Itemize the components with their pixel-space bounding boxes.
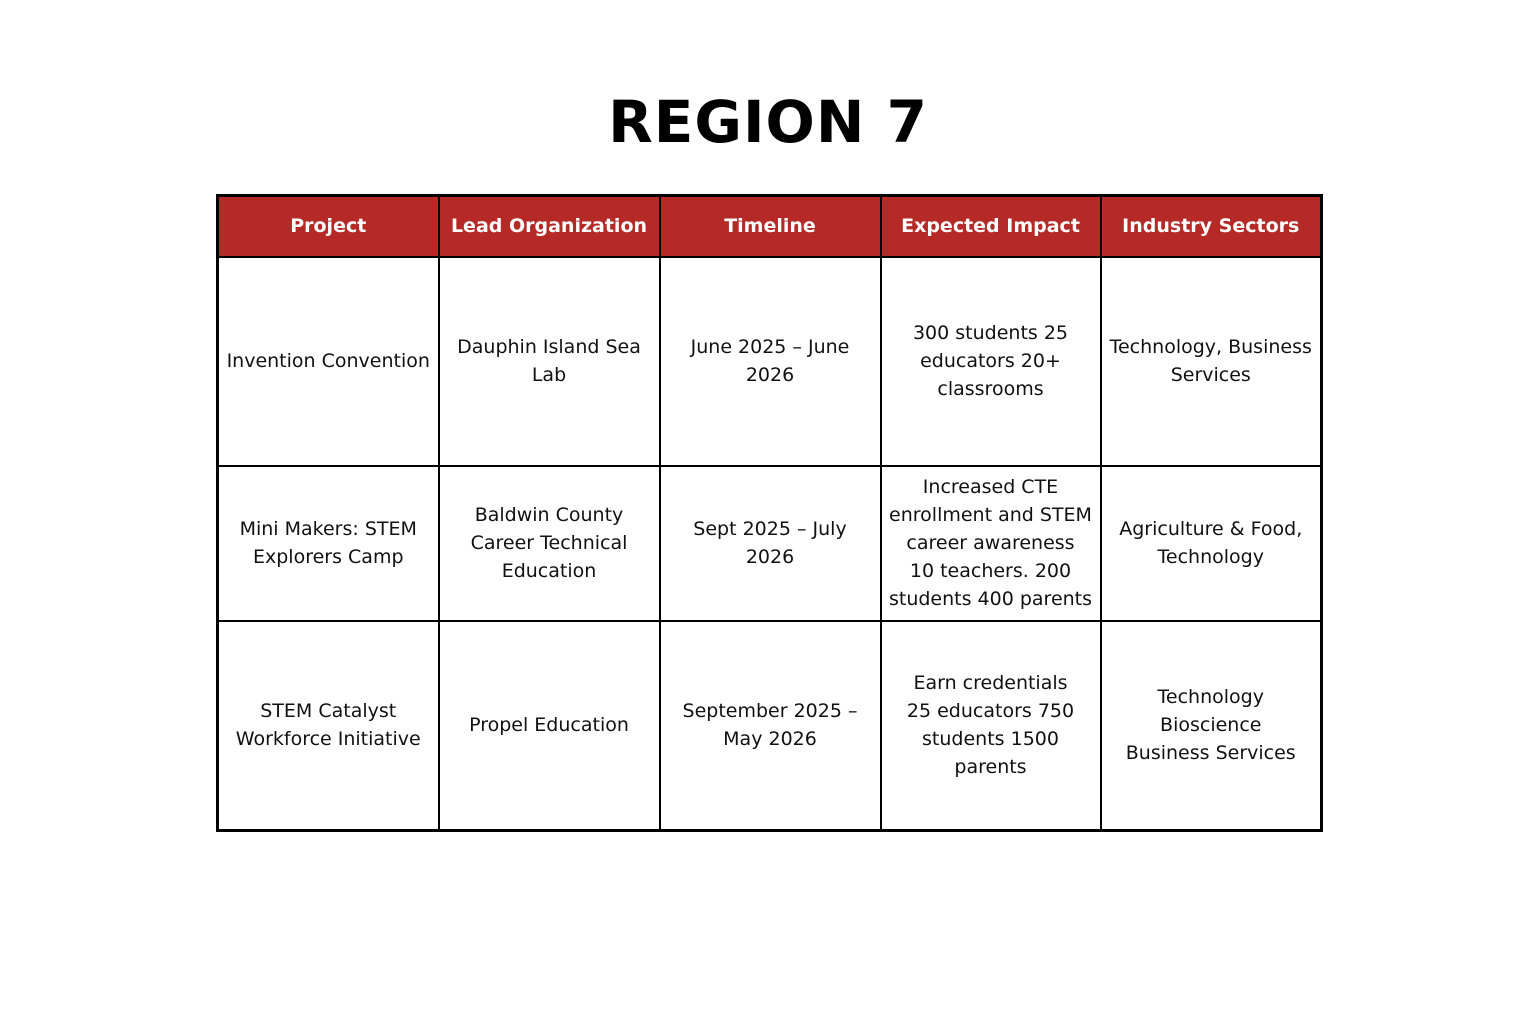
cell-lead-organization <box>439 257 660 466</box>
cell-expected-impact <box>881 466 1101 621</box>
cell-text: Agriculture & Food, Technology <box>1119 518 1303 568</box>
cell-text: Baldwin County Career Technical Education <box>470 504 628 582</box>
cell-text: Earn credentials 25 educators 750 students 1500 parents <box>906 672 1075 779</box>
cell-project <box>218 257 439 466</box>
header-timeline: Timeline <box>660 196 881 257</box>
cell-expected-impact <box>881 257 1101 466</box>
header-project: Project <box>218 196 439 257</box>
cell-industry-sectors <box>1101 257 1322 466</box>
projects-table <box>216 194 1323 832</box>
table-header-row <box>218 196 1322 257</box>
cell-industry-sectors <box>1101 466 1322 621</box>
header-industry-sectors: Industry Sectors <box>1101 196 1322 257</box>
table-row <box>218 257 1322 466</box>
cell-text: Sept 2025 – July 2026 <box>693 518 847 568</box>
cell-text: Technology, Business Services <box>1109 336 1312 386</box>
cell-text: Propel Education <box>469 714 629 737</box>
cell-project <box>218 621 439 831</box>
cell-text: STEM Catalyst Workforce Initiative <box>235 700 421 751</box>
cell-text: Increased CTE enrollment and STEM career awareness 10 teachers. 200 students 400 parents <box>888 476 1093 610</box>
table-row <box>218 466 1322 621</box>
cell-text: Invention Convention <box>226 350 430 372</box>
cell-timeline <box>660 257 881 466</box>
header-expected-impact: Expected Impact <box>881 196 1101 257</box>
cell-lead-organization <box>439 466 660 621</box>
page-title: REGION 7 <box>608 88 928 156</box>
cell-project <box>218 466 439 621</box>
cell-text: Dauphin Island Sea Lab <box>457 336 641 386</box>
cell-expected-impact <box>881 621 1101 831</box>
header-lead-organization: Lead Organization <box>439 196 660 257</box>
cell-text: June 2025 – June 2026 <box>690 336 850 386</box>
cell-lead-organization <box>439 621 660 831</box>
cell-text: 300 students 25 educators 20+ classrooms <box>912 322 1069 400</box>
cell-timeline <box>660 466 881 621</box>
cell-text: Mini Makers: STEM Explorers Camp <box>239 518 417 568</box>
table-row <box>218 621 1322 831</box>
cell-industry-sectors <box>1101 621 1322 831</box>
cell-timeline <box>660 621 881 831</box>
cell-text: Technology Bioscience Business Services <box>1125 686 1296 765</box>
cell-text: September 2025 – May 2026 <box>682 700 858 751</box>
